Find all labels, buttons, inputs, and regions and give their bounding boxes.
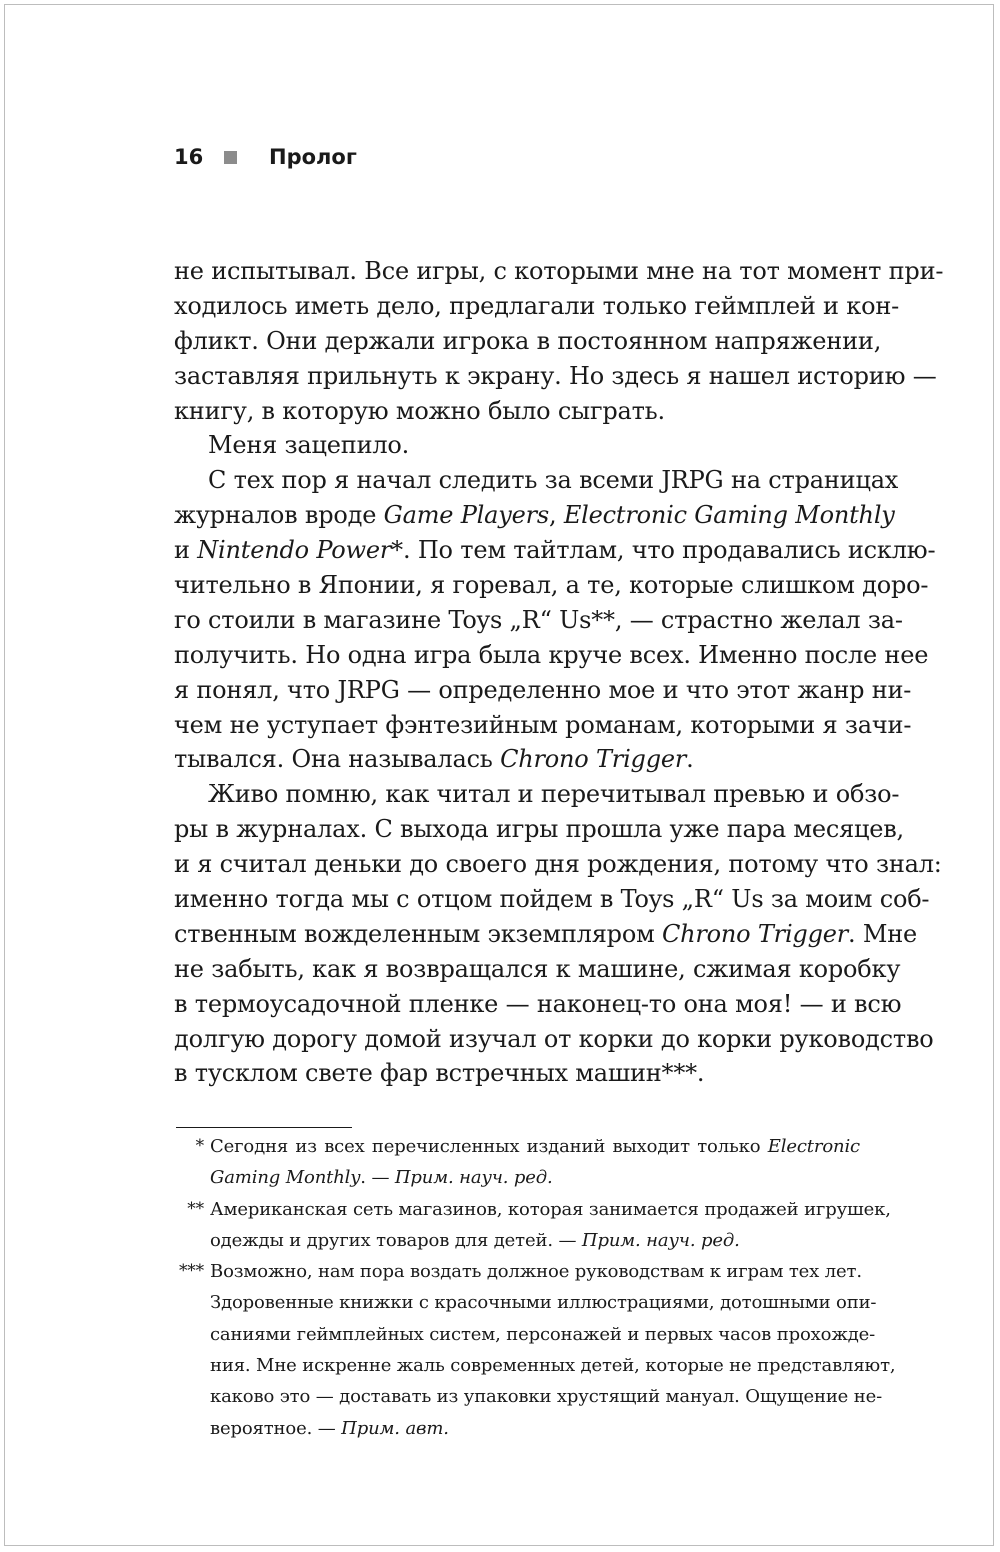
italic-text: Game Players: [383, 501, 549, 530]
text-line: [174, 394, 860, 429]
text-line: [174, 1056, 860, 1091]
text-run: книгу, в которую можно было сыграть.: [174, 396, 665, 425]
text-run: чительно в Японии, я горевал, а те, которые слишком доро-: [174, 571, 929, 600]
footnote-line: [174, 1256, 860, 1287]
text-line: [174, 847, 942, 882]
footnote-divider: [176, 1127, 352, 1128]
footnote-line: [174, 1381, 883, 1412]
text-line: [174, 254, 944, 289]
text-line: [174, 463, 899, 498]
text-run: и: [174, 536, 198, 565]
text-line: [174, 568, 929, 603]
text-line: [174, 742, 860, 777]
text-line: [174, 812, 904, 847]
text-line: [174, 324, 882, 359]
body-text: [174, 254, 944, 1091]
text-line: [174, 533, 936, 568]
text-line: [174, 917, 918, 952]
text-line: [174, 777, 900, 812]
footnote-mark: *: [195, 1136, 204, 1156]
text-run: Живо помню, как читал и перечитывал превью и обзо-: [208, 780, 900, 809]
text-run: ходилось иметь дело, предлагали только геймплей и кон-: [174, 291, 900, 320]
text-run: ры в журналах. С выхода игры прошла уже пара месяцев,: [174, 815, 904, 844]
text-run: именно тогда мы с отцом пойдем в Toys „R“ Us за моим соб-: [174, 885, 930, 914]
italic-text: Прим. науч. ред.: [581, 1229, 740, 1251]
text-run: . Мне: [848, 919, 918, 948]
text-run: Американская сеть магазинов, которая занимается продажей игрушек,: [210, 1198, 891, 1220]
text-line: [174, 428, 860, 463]
footnote-line: [174, 1131, 860, 1162]
text-run: вероятное. —: [210, 1417, 342, 1439]
italic-text: Прим. авт.: [341, 1417, 449, 1439]
text-run: долгую дорогу домой изучал от корки до корки руководство: [174, 1024, 934, 1053]
footnote-line: [174, 1225, 860, 1256]
text-line: [174, 673, 912, 708]
footnote-line: [174, 1319, 876, 1350]
text-run: ственным вожделенным экземпляром: [174, 919, 662, 948]
footnote-line: [174, 1162, 860, 1193]
footnote-line: [174, 1350, 896, 1381]
text-run: ния. Мне искренне жаль современных детей, которые не представляют,: [210, 1355, 896, 1377]
text-run: С тех пор я начал следить за всеми JRPG на страницах: [208, 466, 899, 495]
text-run: получить. Но одна игра была круче всех. Именно после нее: [174, 640, 929, 669]
square-bullet-icon: [224, 151, 237, 164]
text-line: [174, 498, 895, 533]
text-line: [174, 952, 901, 987]
text-run: чем не уступает фэнтезийным романам, которыми я зачи-: [174, 710, 912, 739]
text-run: я понял, что JRPG — определенно мое и что этот жанр ни-: [174, 675, 912, 704]
italic-text: Chrono Trigger: [661, 919, 849, 948]
text-line: [174, 638, 929, 673]
text-line: [174, 1022, 934, 1057]
text-line: [174, 603, 903, 638]
section-title: Пролог: [269, 145, 357, 169]
text-run: саниями геймплейных систем, персонажей и первых часов прохожде-: [210, 1323, 876, 1345]
text-run: не испытывал. Все игры, с которыми мне на тот момент при-: [174, 257, 944, 285]
text-line: [174, 289, 900, 324]
text-run: в термоусадочной пленке — наконец-то она моя! — и всю: [174, 989, 902, 1018]
footnote-mark: ***: [178, 1261, 204, 1282]
text-run: *. По тем тайтлам, что продавались исклю-: [391, 536, 936, 565]
text-run: Меня зацепило.: [208, 431, 410, 460]
text-run: .: [686, 745, 694, 774]
footnote-line: [174, 1194, 891, 1225]
footnote-line: [174, 1413, 860, 1444]
italic-text: Electronic: [767, 1136, 860, 1157]
text-run: одежды и других товаров для детей. —: [210, 1229, 582, 1251]
italic-text: Прим. науч. ред.: [394, 1167, 553, 1189]
footnote-line: [174, 1287, 877, 1318]
text-run: и я считал деньки до своего дня рождения, потому что знал:: [174, 850, 942, 879]
italic-text: Nintendo Power: [197, 536, 392, 565]
italic-text: Electronic Gaming Monthly: [563, 501, 895, 530]
footnotes: [174, 1131, 896, 1444]
text-run: Здоровенные книжки с красочными иллюстрациями, дотошными опи-: [210, 1292, 877, 1314]
text-run: ,: [549, 501, 564, 530]
text-line: [174, 882, 930, 917]
text-run: Сегодня из всех перечисленных изданий выходит только: [210, 1136, 768, 1157]
text-run: заставляя прильнуть к экрану. Но здесь я нашел историю —: [174, 361, 937, 390]
page-number: 16: [174, 145, 204, 169]
text-run: каково это — доставать из упаковки хрустящий мануал. Ощущение не-: [210, 1386, 883, 1408]
text-line: [174, 987, 902, 1022]
text-run: тывался. Она называлась: [174, 745, 501, 774]
text-run: журналов вроде: [174, 501, 384, 530]
text-run: Возможно, нам пора воздать должное руководствам к играм тех лет.: [210, 1261, 862, 1283]
text-line: [174, 359, 937, 394]
running-header: [174, 142, 357, 172]
text-run: . —: [360, 1167, 395, 1189]
italic-text: Gaming Monthly: [210, 1167, 361, 1189]
text-run: не забыть, как я возвращался к машине, сжимая коробку: [174, 954, 901, 983]
text-line: [174, 708, 912, 743]
italic-text: Chrono Trigger: [500, 745, 687, 774]
footnote-mark: **: [187, 1198, 204, 1219]
text-run: в тусклом свете фар встречных машин***.: [174, 1059, 705, 1088]
text-run: фликт. Они держали игрока в постоянном напряжении,: [174, 326, 882, 355]
text-run: го стоили в магазине Toys „R“ Us**, — страстно желал за-: [174, 605, 903, 634]
